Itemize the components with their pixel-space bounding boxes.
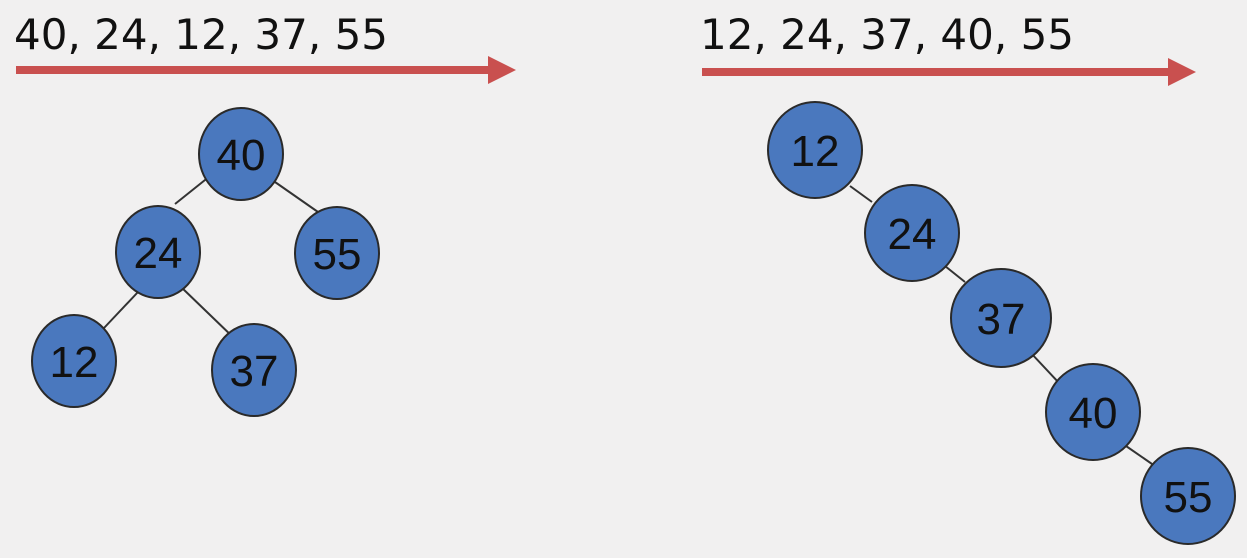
edge-40-24 xyxy=(175,176,210,204)
svg-text:55: 55 xyxy=(312,230,362,279)
left-tree-node-55 xyxy=(295,207,379,299)
edge-24-12 xyxy=(104,292,138,328)
edge-24-37 xyxy=(945,266,965,282)
svg-text:55: 55 xyxy=(1163,473,1213,522)
left-tree-node-24 xyxy=(116,206,200,298)
svg-text:37: 37 xyxy=(229,347,279,396)
svg-text:40: 40 xyxy=(1068,389,1118,438)
right-insertion-sequence: 12, 24, 37, 40, 55 xyxy=(700,10,1075,59)
right-tree-node-55 xyxy=(1141,448,1235,544)
left-insertion-sequence: 40, 24, 12, 37, 55 xyxy=(14,10,389,59)
edge-12-24 xyxy=(850,186,872,202)
right-arrow xyxy=(702,58,1196,86)
svg-text:12: 12 xyxy=(49,338,99,387)
right-tree-node-24 xyxy=(865,185,959,281)
edge-37-40 xyxy=(1030,352,1060,384)
left-tree-node-40 xyxy=(199,108,283,200)
svg-text:24: 24 xyxy=(133,229,183,278)
svg-text:24: 24 xyxy=(887,210,937,259)
edge-24-37 xyxy=(180,286,236,340)
svg-text:37: 37 xyxy=(976,295,1026,344)
left-tree-node-37 xyxy=(212,324,296,416)
right-tree-node-37 xyxy=(951,269,1051,367)
edge-40-55 xyxy=(275,182,318,212)
svg-text:12: 12 xyxy=(790,127,840,176)
svg-text:40: 40 xyxy=(216,131,266,180)
edge-40-55 xyxy=(1126,446,1152,464)
left-arrow xyxy=(16,56,516,84)
right-tree-node-12 xyxy=(768,102,862,198)
left-tree-node-12 xyxy=(32,315,116,407)
right-tree-node-40 xyxy=(1046,364,1140,460)
